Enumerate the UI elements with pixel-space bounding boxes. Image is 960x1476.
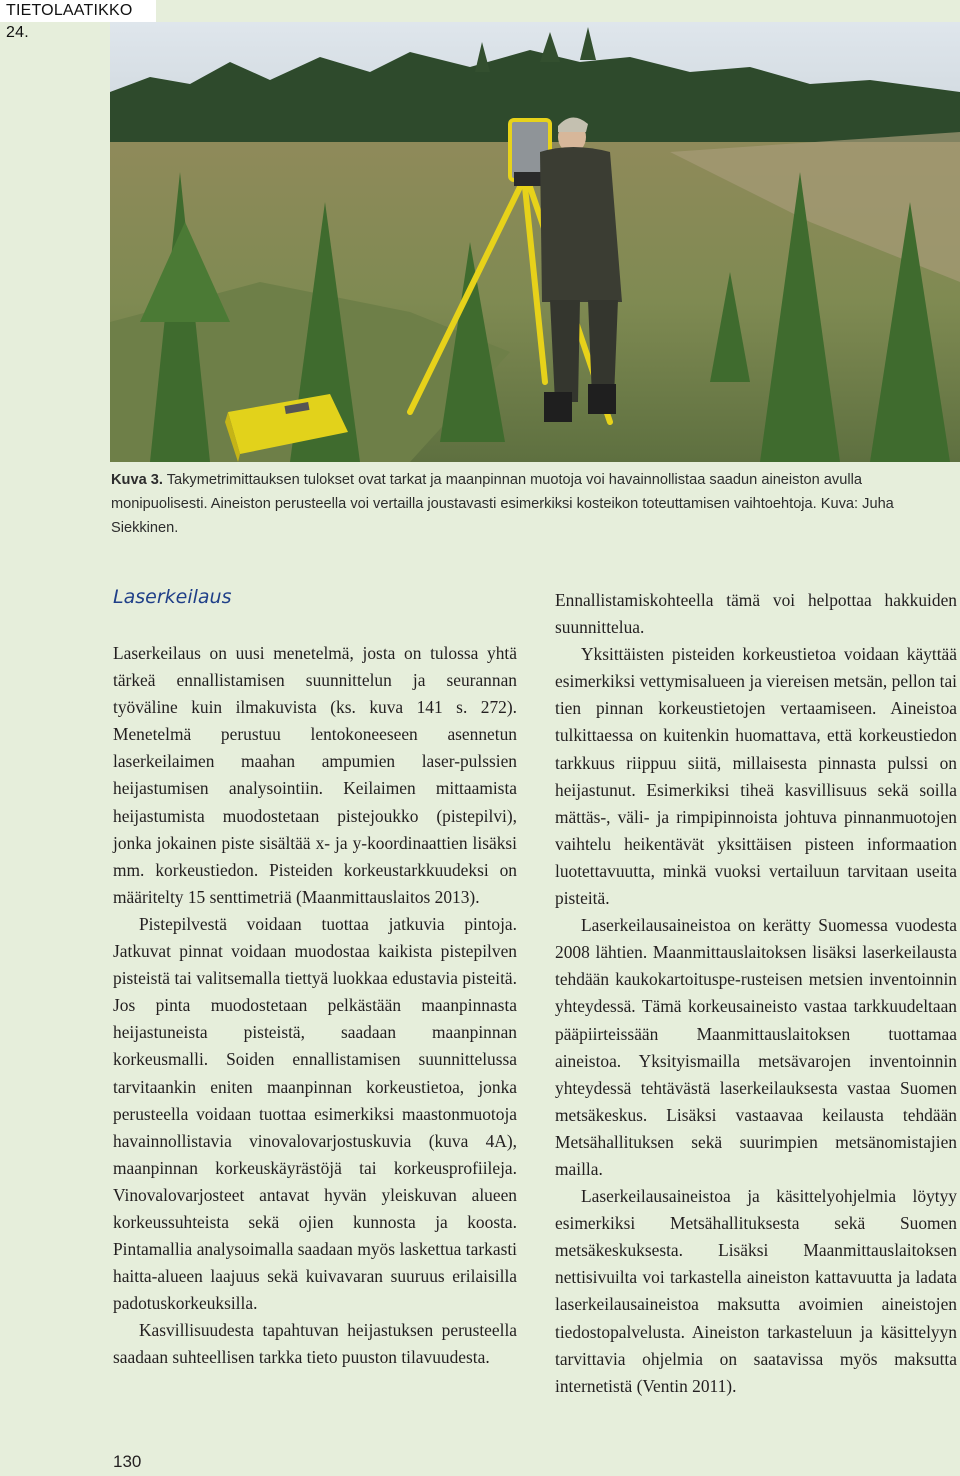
page-number: 130 (113, 1452, 142, 1471)
section-tag: TIETOLAATIKKO 24. (0, 0, 156, 22)
caption-label: Kuva 3. (111, 472, 163, 488)
field-photo-illustration (110, 22, 960, 462)
paragraph: Laserkeilausaineistoa ja käsittelyohjelmia löytyy esimerkiksi Metsähallituksesta sekä Suomen metsäkeskuksesta. Lisäksi Maanmittauslaitoksen nettisivuilta voi tarkastella aineiston kattavuutta ja ladata laserkeilausaineistoa maksutta avoimien aineistojen tiedostopalvelusta. Aineiston tarkasteluun ja käsittelyyn tarvittavia ohjelmia on saatavissa myös maksutta internetistä (Ventin 2011). (555, 1186, 957, 1396)
caption-text: Takymetrimittauksen tulokset ovat tarkat ja maanpinnan muotoja voi havainnollistaa saadun aineiston avulla monipuolisesti. Aineiston perusteella voi vertailla joustavasti esimerkiksi kosteikon toteuttamisen vaihtoehtoja. Kuva: Juha Siekkinen. (111, 472, 894, 536)
paragraph: Kasvillisuudesta tapahtuvan heijastuksen perusteella saadaan suhteellisen tarkka tieto puuston tilavuudesta. (113, 1320, 517, 1368)
section-heading: Laserkeilaus (113, 586, 232, 608)
paragraph: Pistepilvestä voidaan tuottaa jatkuvia pintoja. Jatkuvat pinnat voidaan muodostaa kaikista pistepilven pisteistä tai valitsemalla tiettyä luokkaa edustavia pisteitä. Jos pinta muodostetaan pelkästään maanpinnasta heijastuneista pisteistä, saadaan maanpinnan korkeusmalli. Soiden ennallistamisen suunnittelussa tarvitaankin eniten maanpinnan korkeustietoa, jonka perusteella voidaan tuottaa esimerkiksi maastonmuotoja havainnollistavia vinovalovarjostuskuvia (kuva 4A), maanpinnan korkeuskäyrästöjä tai korkeusprofiileja. Vinovalovarjosteet antavat hyvän yleiskuvan alueen korkeussuhteista sekä ojien kunnosta ja koosta. Pintamallia analysoimalla saadaan myös laskettua tarkasti haitta-alueen laajuus sekä kuivavaran suuruus erilaisilla padotuskorkeuksilla. (113, 913, 517, 1314)
photo-surveyor-with-total-station (110, 22, 960, 462)
right-text-column (555, 587, 957, 1400)
paragraph: Yksittäisten pisteiden korkeustietoa voidaan käyttää esimerkiksi vettymisalueen ja viereisen metsän, pellon tai tien pinnan korkeustietojen vertaamiseen. Aineistoa tulkittaessa on kuitenkin huomattava, että korkeustiedon tarkkuus riippuu siitä, millaisesta pinnasta pulssi on heijastunut. Esimerkiksi tiheä kasvillisuus sekä soilla mättäs-, väli- ja rimpipinnoista johtuva pinnanmuotojen vaihtelu heikentävät yksittäisen pisteen informaation luotettavuutta, minkä vuoksi vertailuun tarvitaan useita pisteitä. (555, 644, 957, 909)
paragraph: Laserkeilaus on uusi menetelmä, josta on tulossa yhtä tärkeä ennallistamisen suunnittelun ja seurannan työväline kuin ilmakuvista (ks. kuva 141 s. 272). Menetelmä perustuu lentokoneeseen asennetun laserkeilaimen maahan ampumien laser-pulssien heijastumisen analysointiin. Keilaimen mittaamista heijastumista muodostetaan pistejoukko (pistepilvi), jonka jokainen piste sisältää x- ja y-koordinaattien lisäksi mm. korkeustiedon. Pisteiden korkeustarkkuudeksi on määritelty 15 senttimetriä (Maanmittauslaitos 2013). (113, 643, 517, 907)
paragraph: Laserkeilausaineistoa on kerätty Suomessa vuodesta 2008 lähtien. Maanmittauslaitoksen lisäksi laserkeilausta tehdään kaukokartoituspe-rusteisen metsien inventoinnin yhteydessä. Tämä korkeusaineisto vastaa tarkkuudeltaan pääpiirteissään Maanmittauslaitoksen tuottamaa aineistoa. Yksityismailla metsävarojen inventoinnin yhteydessä tehtävästä laserkeilauksesta vastaa Suomen metsäkeskus. Lisäksi vastaavaa keilausta tehdään Metsähallituksen sekä suurimpien metsänomistajien mailla. (555, 915, 957, 1179)
left-text-column (113, 640, 517, 1372)
figure-caption (111, 468, 957, 540)
paragraph: Ennallistamiskohteella tämä voi helpottaa hakkuiden suunnittelua. (555, 590, 957, 638)
